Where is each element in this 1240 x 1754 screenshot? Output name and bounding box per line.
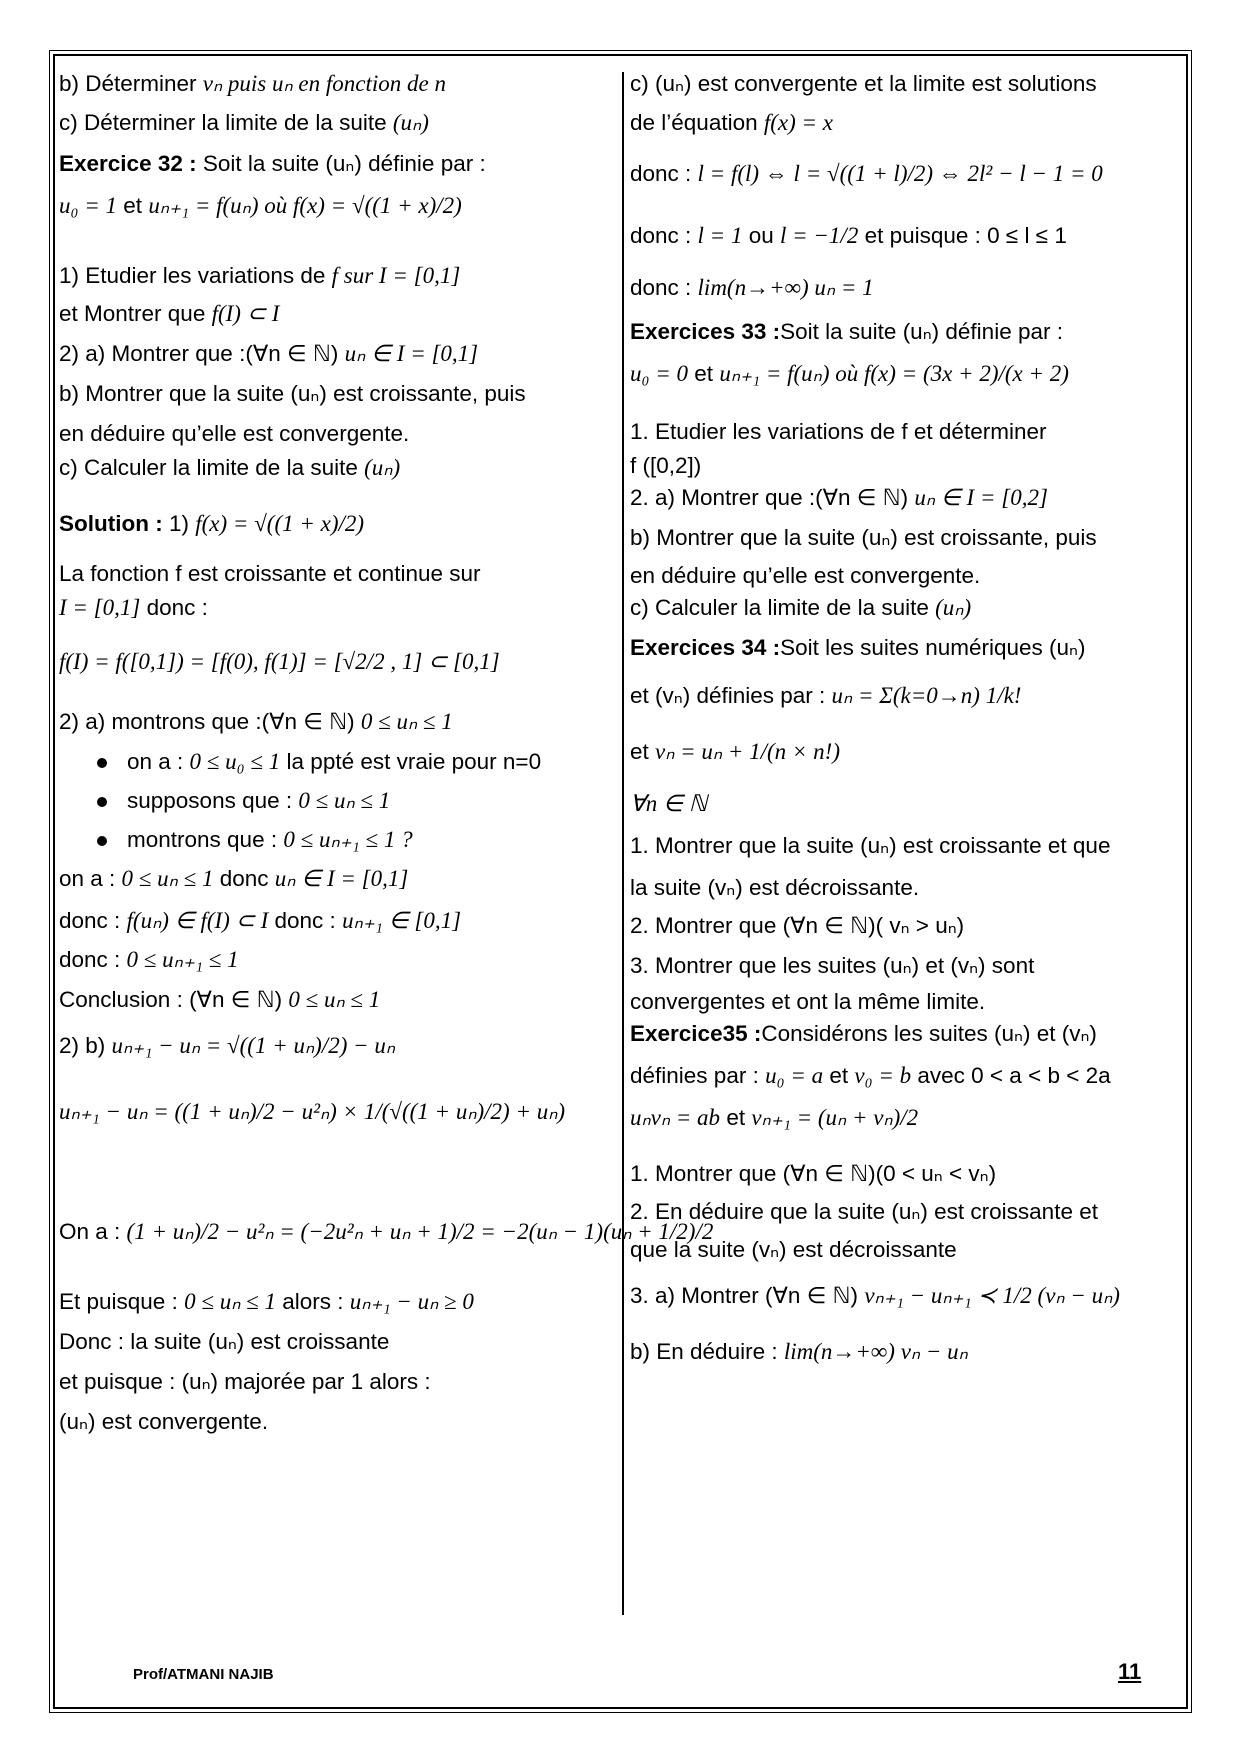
left-t-text: supposons que : [127,788,299,813]
right-line-9 [630,484,1048,512]
right-t-text: 2. a) Montrer que :(∀n ∈ ℕ) [630,485,915,510]
right-m-text: u₀ = 0 [630,361,689,386]
right-t-text: 3. a) Montrer (∀n ∈ ℕ) [630,1283,865,1308]
left-t-text: Et puisque : [59,1289,185,1314]
left-m-text: 0 ≤ uₙ ≤ 1 [360,709,453,734]
left-t2-text: donc [213,866,275,891]
right-line-16 [630,790,707,818]
left-m-text: uₙ ∈ I = [0,1] [344,341,479,366]
left-t-text: (uₙ) est convergente. [59,1409,269,1434]
right-line-4 [630,274,874,302]
right-line-27 [630,1236,957,1263]
left-m-text: I = [0,1] [59,595,141,620]
right-m-text: uₙvₙ = ab [630,1105,721,1130]
right-b-text: Exercices 34 : [630,635,781,660]
right-m2-text: uₙ₊₁ = f(uₙ) où f(x) = (3x + 2)/(x + 2) [719,361,1069,386]
column-divider [622,72,624,1615]
right-line-10 [630,524,1097,551]
left-line-21 [59,986,380,1014]
left-t-text: Soit la suite (uₙ) définie par : [196,151,486,176]
left-m-text: 0 ≤ uₙ ≤ 1 [298,788,391,813]
left-t-text: on a : [59,866,122,891]
right-t-text: convergentes et ont la même limite. [630,989,986,1014]
right-t-text: et [630,739,656,764]
left-line-3 [59,192,462,220]
right-t-text: de l’équation [630,110,764,135]
left-m-text: 0 ≤ uₙ₊₁ ≤ 1 ? [283,827,413,852]
left-t-text: On a : [59,1219,127,1244]
left-line-24 [59,1218,713,1246]
right-m2-text: v₀ = b [854,1063,912,1088]
right-line-28 [630,1282,1120,1310]
left-t-text: donc : [59,908,127,933]
left-m2-text: uₙ ∈ I = [0,1] [274,866,409,891]
left-t-text: et puisque : (uₙ) majorée par 1 alors : [59,1369,431,1394]
left-t2-text: alors : [276,1289,350,1314]
right-t-text: 1. Montrer que la suite (uₙ) est croissante et que [630,833,1111,858]
right-m2-text: l = −1/2 [780,223,859,248]
right-t-text: en déduire qu’elle est convergente. [630,563,981,588]
right-m-text: lim(n→+∞) vₙ − uₙ [783,1339,968,1364]
left-m2-text: uₙ₊₁ ∈ [0,1] [342,908,462,933]
left-t-text: et [117,193,149,218]
right-m2-text: vₙ₊₁ = (uₙ + vₙ)/2 [751,1105,919,1130]
right-line-8 [630,452,701,479]
left-t-text: donc : [140,595,208,620]
right-line-15 [630,738,840,766]
right-line-1 [630,109,833,137]
left-t-text: en déduire qu’elle est convergente. [59,421,410,446]
right-line-29 [630,1338,968,1366]
right-t-text: et [688,361,720,386]
right-t-text: la suite (vₙ) est décroissante. [630,875,920,900]
left-m2-text: uₙ₊₁ − uₙ ≥ 0 [349,1289,474,1314]
right-m-text: f(x) = x [763,110,834,135]
left-line-15 [59,748,541,776]
left-m-text: f(I) = f([0,1]) = [f(0), f(1)] = [√2/2 , 1] ⊂ [0,1] [59,649,500,674]
right-line-18 [630,874,919,901]
left-t-text: on a : [127,749,190,774]
left-m-text: f(x) = √((1 + x)/2) [195,511,365,536]
left-line-27 [59,1368,431,1395]
left-line-11 [59,560,481,587]
right-t-text: Soit les suites numériques (uₙ) [780,635,1086,660]
page-number: 11 [1118,1659,1142,1684]
left-line-1 [59,109,429,137]
right-t-text: donc : [630,161,698,186]
left-m-text: f(I) ⊂ I [211,301,280,326]
right-t-text: b) En déduire : [630,1339,784,1364]
left-t2-text: la ppté est vraie pour n=0 [280,749,542,774]
right-b-text: Exercice35 : [630,1021,762,1046]
left-t-text: 2) b) [59,1033,112,1058]
left-line-12 [59,594,208,622]
left-line-8 [59,420,409,447]
left-line-25 [59,1288,474,1316]
left-t-text: b) Déterminer [59,71,203,96]
right-line-2 [630,160,1103,188]
right-m-text: u₀ = a [765,1063,824,1088]
left-t-text: Donc : la suite (uₙ) est croissante [59,1329,390,1354]
right-t2-text: et [823,1063,855,1088]
right-line-7 [630,418,1046,445]
left-t-text: b) Montrer que la suite (uₙ) est croissante, puis [59,381,526,406]
right-t-text: c) (uₙ) est convergente et la limite est solutions [630,71,1097,96]
left-line-19 [59,907,461,935]
right-t-text: 1. Montrer que (∀n ∈ ℕ)(0 < uₙ < vₙ) [630,1161,997,1186]
right-line-13 [630,634,1085,661]
left-line-26 [59,1328,389,1355]
right-line-12 [630,594,971,622]
left-line-18 [59,865,408,893]
right-t3-text: avec 0 < a < b < 2a [911,1063,1111,1088]
right-m-text: lim(n→+∞) uₙ = 1 [697,275,874,300]
right-line-6 [630,360,1069,388]
left-m-text: 0 ≤ uₙ ≤ 1 [121,866,214,891]
right-line-19 [630,912,964,939]
right-t-text: 2. Montrer que (∀n ∈ ℕ)( vₙ > uₙ) [630,913,965,938]
right-m-text: vₙ₊₁ − uₙ₊₁ ≺ 1/2 (vₙ − uₙ) [864,1283,1120,1308]
right-line-25 [630,1160,996,1187]
left-line-10 [59,510,364,538]
right-m-text: uₙ = Σ(k=0→n) 1/k! [831,683,1022,708]
left-b-text: Exercice 32 : [59,151,197,176]
left-m-text: f sur I = [0,1] [331,263,461,288]
right-t-text: donc : [630,223,698,248]
footer-author: Prof/ATMANI NAJIB [133,1666,274,1683]
left-m-text: (uₙ) [392,110,429,135]
left-line-23 [59,1098,565,1126]
bullet-icon [97,836,107,846]
right-m-text: (uₙ) [935,595,972,620]
right-m-text: ∀n ∈ ℕ [630,791,708,816]
left-b-text: Solution : [59,511,163,536]
left-line-28 [59,1408,268,1435]
left-m-text: 0 ≤ uₙ₊₁ ≤ 1 [126,947,239,972]
left-t-text: 2) a) montrons que :(∀n ∈ ℕ) [59,709,361,734]
right-t-text: donc : [630,275,698,300]
left-m-text: vₙ puis uₙ en fonction de n [202,71,446,96]
left-line-14 [59,708,453,736]
left-m-text: 0 ≤ uₙ ≤ 1 [184,1289,277,1314]
left-m-text: u₀ = 1 [59,193,118,218]
right-t-text: que la suite (vₙ) est décroissante [630,1237,957,1262]
left-t-text: c) Calculer la limite de la suite [59,455,365,480]
left-m-text: uₙ₊₁ − uₙ = √((1 + uₙ)/2) − uₙ [111,1033,396,1058]
right-line-20 [630,952,1034,979]
right-m-text: l = 1 [697,223,743,248]
right-line-26 [630,1198,1098,1225]
left-m2-text: uₙ₊₁ = f(uₙ) où f(x) = √((1 + x)/2) [148,193,462,218]
left-line-6 [59,340,478,368]
left-t-text: La fonction f est croissante et continue sur [59,561,481,586]
left-line-22 [59,1032,395,1060]
left-line-16 [59,787,390,815]
left-line-13 [59,648,500,676]
left-m-text: 0 ≤ uₙ ≤ 1 [288,987,381,1012]
left-line-17 [59,826,413,854]
right-t-text: 3. Montrer que les suites (uₙ) et (vₙ) sont [630,953,1035,978]
left-t-text: 1) [162,511,196,536]
right-m-text: l = f(l) ⇔ l = √((1 + l)/2) ⇔ 2l² − l − 1 = 0 [697,161,1103,186]
right-line-17 [630,832,1110,859]
left-m-text: (uₙ) [364,455,401,480]
right-m-text: vₙ = uₙ + 1/(n × n!) [655,739,840,764]
right-line-5 [630,318,1063,345]
left-m-text: (1 + uₙ)/2 − u²ₙ = (−2u²ₙ + uₙ + 1)/2 = −2(uₙ − 1)(uₙ + 1/2)/2 [126,1219,714,1244]
left-t-text: donc : [59,947,127,972]
left-t2-text: donc : [268,908,343,933]
left-line-4 [59,262,460,290]
left-m-text: uₙ₊₁ − uₙ = ((1 + uₙ)/2 − u²ₙ) × 1/(√((1 + uₙ)/2) + uₙ) [59,1099,566,1124]
left-t-text: Conclusion : (∀n ∈ ℕ) [59,987,289,1012]
right-t3-text: et puisque : 0 ≤ l ≤ 1 [858,223,1067,248]
bullet-icon [97,797,107,807]
right-line-23 [630,1062,1111,1090]
right-line-22 [630,1020,1097,1047]
bullet-icon [97,758,107,768]
right-t2-text: ou [742,223,780,248]
right-line-11 [630,562,980,589]
right-t-text: Soit la suite (uₙ) définie par : [780,319,1063,344]
right-line-3 [630,222,1067,250]
left-line-2 [59,150,486,177]
left-t-text: montrons que : [127,827,284,852]
right-t-text: c) Calculer la limite de la suite [630,595,936,620]
left-t-text: 2) a) Montrer que :(∀n ∈ ℕ) [59,341,345,366]
right-b-text: Exercices 33 : [630,319,781,344]
right-t-text: b) Montrer que la suite (uₙ) est croissante, puis [630,525,1097,550]
left-line-9 [59,454,400,482]
left-line-20 [59,946,239,974]
left-t-text: 1) Etudier les variations de [59,263,332,288]
right-line-24 [630,1104,918,1132]
left-t-text: et Montrer que [59,301,212,326]
right-t-text: et (vₙ) définies par : [630,683,832,708]
left-m-text: f(uₙ) ∈ f(I) ⊂ I [126,908,269,933]
right-m-text: uₙ ∈ I = [0,2] [914,485,1048,510]
right-line-14 [630,682,1021,710]
left-line-0 [59,70,446,98]
right-t-text: f ([0,2]) [630,453,702,478]
right-t-text: Considérons les suites (uₙ) et (vₙ) [761,1021,1097,1046]
right-t-text: et [720,1105,752,1130]
right-t-text: 1. Etudier les variations de f et déterminer [630,419,1047,444]
left-line-7 [59,380,526,407]
left-line-5 [59,300,279,328]
right-line-0 [630,70,1097,97]
left-t-text: c) Déterminer la limite de la suite [59,110,393,135]
right-line-21 [630,988,985,1015]
left-m-text: 0 ≤ u₀ ≤ 1 [189,749,281,774]
right-t-text: 2. En déduire que la suite (uₙ) est croissante et [630,1199,1098,1224]
right-t-text: définies par : [630,1063,766,1088]
